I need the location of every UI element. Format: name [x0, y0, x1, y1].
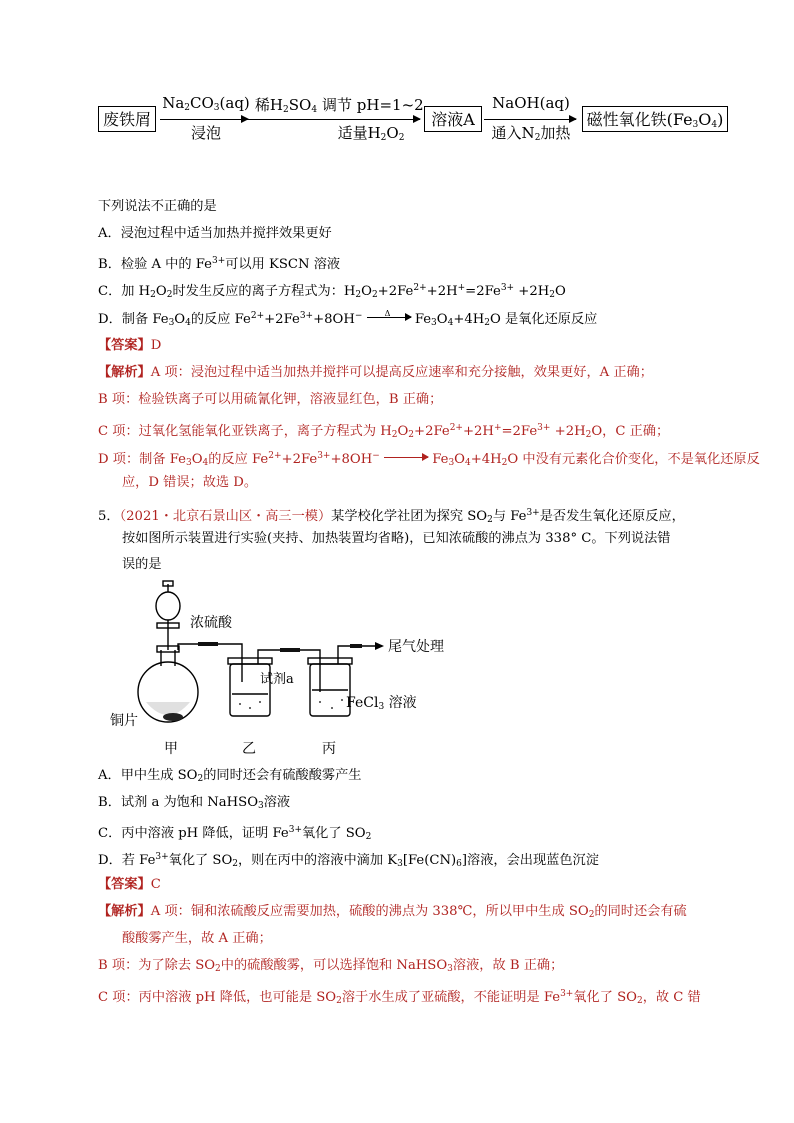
- q4-analysis-c: C 项：过氧化氢能氧化亚铁离子，离子方程式为 $H_2O_2+2Fe^{2+}+2H^+=2Fe^{3+} +2H_2O$，C 正确；: [98, 423, 670, 440]
- q5-stem-line2: 按如图所示装置进行实验(夹持、加热装置均省略)，已知浓硫酸的沸点为 338° C。下列说法错: [122, 531, 671, 546]
- flow-dilute-acid: 稀$H_2SO_4$: [254, 96, 318, 115]
- q5-stem-line3: 误的是: [122, 557, 162, 572]
- q5-analysis-a-cont: 酸酸雾产生，故 A 正确；: [122, 931, 272, 946]
- q4-option-c: C．加 $H_2O_2$时发生反应的离子方程式为：$H_2O_2+2Fe^{2+}+2H^+=2Fe^{3+} +2H_2O$: [98, 283, 566, 300]
- flow-box-solution-a: 溶液A: [424, 106, 482, 132]
- flow-arrow-3: [484, 119, 576, 120]
- flow-arrow2-ph: 调节 pH=1~2: [322, 96, 424, 114]
- label-reagent-a: 试剂a: [260, 672, 294, 687]
- q4-option-a: A．浸泡过程中适当加热并搅拌效果更好: [98, 226, 332, 241]
- label-exhaust-treatment: 尾气处理: [388, 639, 444, 655]
- q4-analysis-d: D 项：制备 $Fe_3O_4$的反应 $Fe^{2+}+2Fe^{3+}+8OH^-$ $Fe_3O_4+4H_2O$ 中没有元素化合价变化，不是氧化还原反: [98, 451, 760, 468]
- q5-option-b: B．试剂 a 为饱和 NaHSO$_3$溶液: [98, 795, 291, 811]
- q5-analysis-a: 【解析】A 项：铜和浓硫酸反应需要加热，硫酸的沸点为 338℃，所以甲中生成 $SO_2$的同时还会有硫: [98, 904, 687, 920]
- label-jia: 甲: [164, 741, 178, 757]
- flow-arrow2-reagent: 适量$H_2O_2$: [337, 124, 405, 143]
- flow-arrow3-reagent: NaOH(aq): [492, 94, 570, 112]
- experiment-apparatus-figure: [110, 580, 444, 762]
- label-fecl3-solution: FeCl$_3$ 溶液: [346, 695, 417, 712]
- flow-arrow3-condition: 通入$N_2$加热: [491, 124, 571, 143]
- q5-analysis-b: B 项：为了除去 $SO_2$中的硫酸酸雾，可以选择饱和 NaHSO$_3$溶液，故 B 正确；: [98, 958, 564, 974]
- q5-answer: 【答案】C: [98, 877, 161, 892]
- q4-answer: 【答案】D: [98, 338, 162, 353]
- q5-stem-line1: 5．（2021・北京石景山区・高三一模）某学校化学社团为探究 $SO_2$与 $Fe^{3+}$是否发生氧化还原反应，: [98, 508, 685, 525]
- q5-option-d: D．若 $Fe^{3+}$氧化了 $SO_2$，则在丙中的溶液中滴加 $K_3[Fe(CN)_6]$溶液，会出现蓝色沉淀: [98, 852, 599, 869]
- label-bing: 丙: [322, 741, 336, 757]
- flow-box-fe3o4: 磁性氧化铁$(Fe_3O_4)$: [582, 106, 728, 132]
- flow-arrow1-reagent: $Na_2CO_3(aq)$: [162, 94, 250, 113]
- flow-arrow1-condition: 浸泡: [190, 124, 221, 142]
- heat-arrow: [384, 451, 428, 461]
- q4-option-d: D．制备 $Fe_3O_4$的反应 $Fe^{2+}+2Fe^{3+}+8OH^-$ Δ $Fe_3O_4+4H_2O$ 是氧化还原反应: [98, 309, 598, 328]
- q4-option-b: B．检验 A 中的 $Fe^{3+}$可以用 KSCN 溶液: [98, 256, 341, 272]
- label-concentrated-sulfuric-acid: 浓硫酸: [190, 615, 232, 631]
- q5-option-a: A．甲中生成 $SO_2$的同时还会有硫酸酸雾产生: [98, 768, 362, 784]
- q4-stem: 下列说法不正确的是: [98, 199, 217, 214]
- q5-option-c: C．丙中溶液 pH 降低，证明 $Fe^{3+}$氧化了 $SO_2$: [98, 825, 372, 842]
- process-flow-diagram: [98, 94, 738, 154]
- label-copper: 铜片: [110, 713, 138, 729]
- q5-analysis-c: C 项：丙中溶液 pH 降低，也可能是 $SO_2$溶于水生成了亚硫酸，不能证明是 $Fe^{3+}$氧化了 $SO_2$，故 C 错: [98, 989, 701, 1006]
- q4-analysis-b: B 项：检验铁离子可以用硫氰化钾，溶液显红色，B 正确；: [98, 392, 443, 407]
- heat-arrow: Δ: [367, 311, 411, 321]
- q4-analysis-a: 【解析】A 项：浸泡过程中适当加热并搅拌可以提高反应速率和充分接触，效果更好，A 正确；: [98, 365, 653, 380]
- label-yi: 乙: [242, 741, 256, 757]
- q4-analysis-d-cont: 应，D 错误；故选 D。: [122, 475, 258, 490]
- flow-arrow-2: [248, 119, 420, 120]
- flow-arrow-1: [160, 119, 248, 120]
- flow-box-scrap-iron: 废铁屑: [98, 106, 156, 132]
